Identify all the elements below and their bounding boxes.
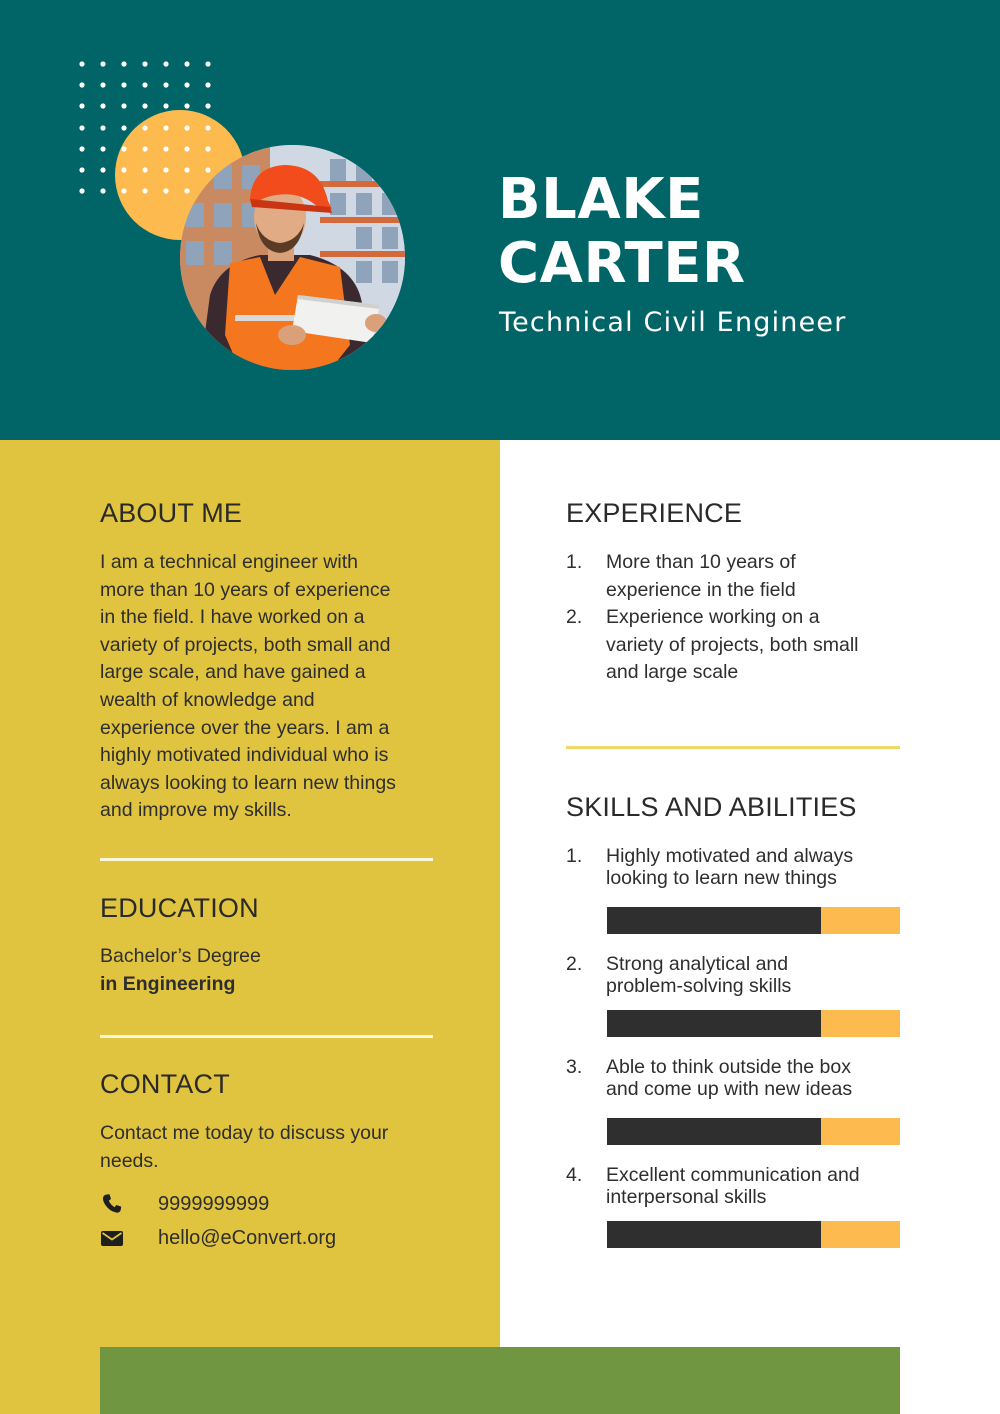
list-number: 2. [566, 606, 583, 628]
education-field: in Engineering [100, 973, 236, 995]
skill-item [566, 954, 906, 998]
skill-level-bar [607, 907, 900, 934]
contact-phone-row [100, 1191, 269, 1217]
list-number: 1. [566, 551, 583, 573]
experience-item [566, 604, 906, 688]
experience-line: experience in the field [606, 578, 796, 601]
skill-level-fill [607, 1010, 821, 1037]
about-line: I am a technical engineer with [100, 551, 358, 573]
phone-icon [100, 1191, 136, 1217]
decorative-dot-grid-overlay [70, 52, 230, 202]
skill-level-fill [607, 1118, 821, 1145]
section-divider [100, 1035, 433, 1038]
list-number: 3. [566, 1056, 583, 1078]
job-title: Technical Civil Engineer [499, 307, 847, 338]
skill-line: Able to think outside the box [606, 1056, 851, 1078]
skill-level-fill [607, 907, 821, 934]
experience-line: Experience working on a [606, 606, 820, 628]
list-number: 2. [566, 953, 583, 975]
about-line: always looking to learn new things [100, 771, 396, 794]
skill-item [566, 846, 906, 890]
about-line: and improve my skills. [100, 799, 292, 822]
contact-email-row [100, 1225, 336, 1251]
experience-line: variety of projects, both small [606, 633, 859, 656]
envelope-icon [100, 1225, 136, 1251]
about-line: in the field. I have worked on a [100, 606, 365, 629]
about-line: wealth of knowledge and [100, 688, 315, 711]
skill-line: Highly motivated and always [606, 845, 854, 867]
skill-item [566, 1165, 906, 1209]
contact-phone[interactable]: 9999999999 [158, 1192, 270, 1215]
about-line: experience over the years. I am a [100, 716, 390, 739]
contact-line: needs. [100, 1149, 159, 1172]
education-title: EDUCATION [100, 893, 259, 923]
skill-line: problem-solving skills [606, 974, 792, 997]
skill-line: and come up with new ideas [606, 1077, 853, 1100]
skill-level-bar [607, 1010, 900, 1037]
skill-line: Excellent communication and [606, 1164, 860, 1186]
section-divider [566, 746, 900, 749]
footer-band [100, 1347, 900, 1414]
skill-level-fill [607, 1221, 821, 1248]
contact-title: CONTACT [100, 1069, 230, 1099]
name-first: BLAKE [498, 167, 704, 232]
about-line: highly motivated individual who is [100, 744, 389, 767]
contact-email[interactable]: hello@eConvert.org [158, 1226, 337, 1249]
contact-text [100, 1120, 460, 1175]
list-number: 4. [566, 1164, 583, 1186]
experience-line: More than 10 years of [606, 551, 796, 573]
skills-title: SKILLS AND ABILITIES [566, 792, 857, 822]
name-last: CARTER [498, 231, 746, 296]
skill-line: interpersonal skills [606, 1185, 767, 1208]
profile-photo [180, 145, 405, 370]
experience-item [566, 549, 906, 605]
experience-title: EXPERIENCE [566, 498, 743, 528]
header-band [0, 0, 1000, 440]
contact-line: Contact me today to discuss your [100, 1122, 389, 1144]
skill-level-bar [607, 1221, 900, 1248]
experience-line: and large scale [606, 661, 739, 684]
skill-item [566, 1057, 906, 1101]
about-title: ABOUT ME [100, 498, 243, 528]
about-text [100, 549, 460, 825]
skill-line: Strong analytical and [606, 953, 789, 975]
name-heading [498, 168, 746, 296]
about-line: large scale, and have gained a [100, 661, 366, 684]
about-line: more than 10 years of experience [100, 578, 391, 601]
list-number: 1. [566, 845, 583, 867]
about-line: variety of projects, both small and [100, 633, 391, 656]
skill-line: looking to learn new things [606, 866, 837, 889]
skill-level-bar [607, 1118, 900, 1145]
education-degree: Bachelor’s Degree [100, 945, 261, 967]
section-divider [100, 858, 433, 861]
